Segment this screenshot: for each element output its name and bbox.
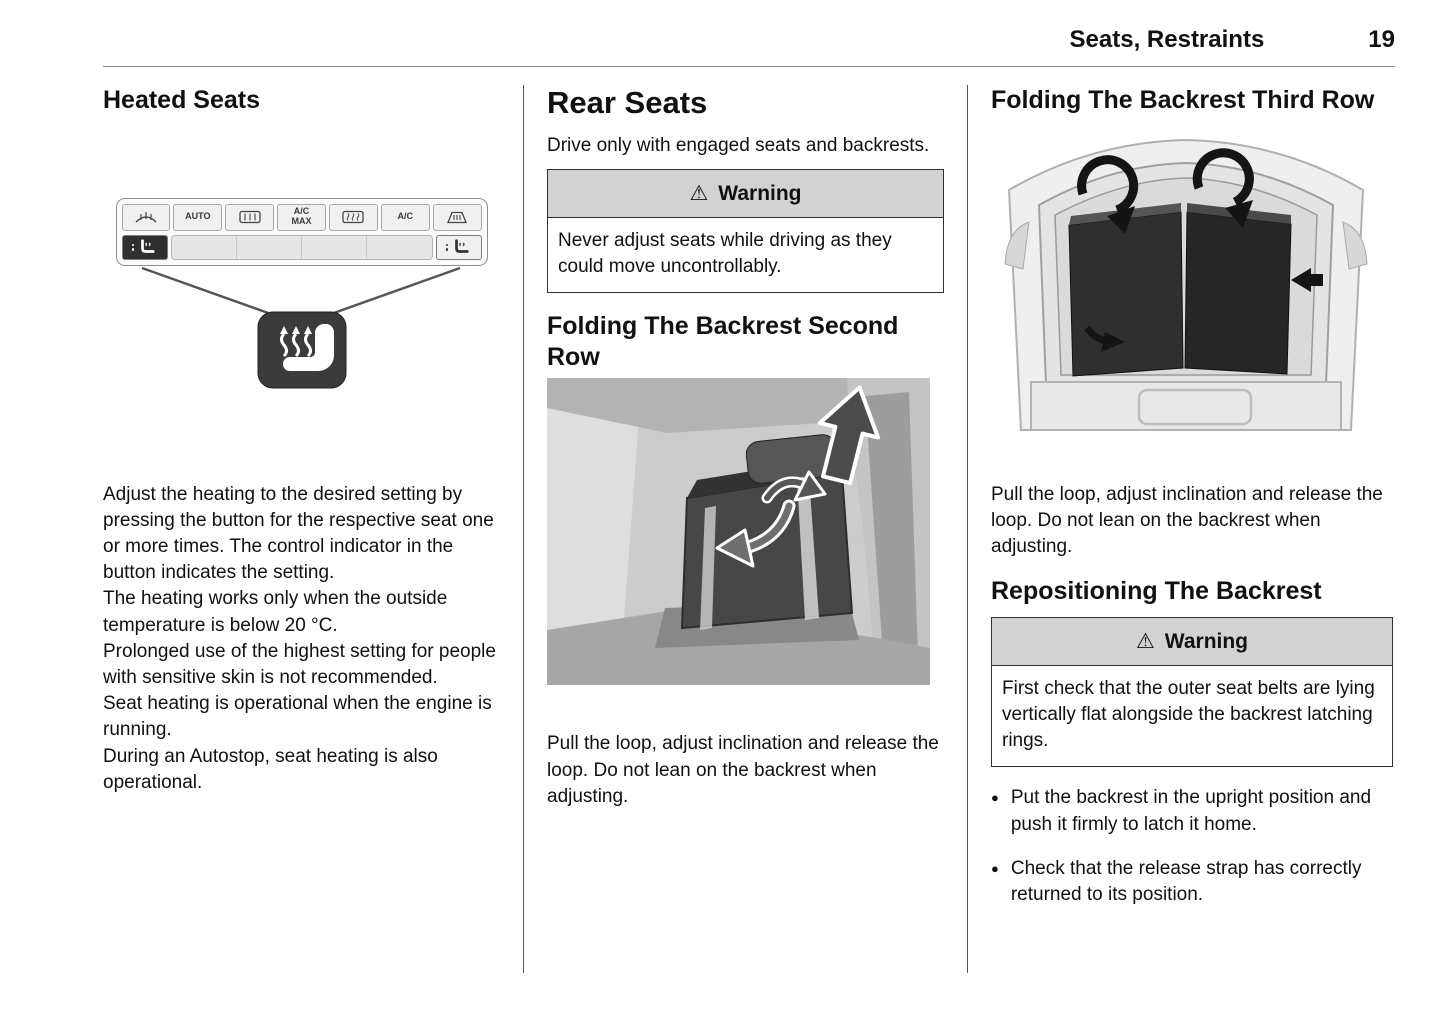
list-item bbox=[991, 856, 1393, 908]
heated-seats-heading: Heated Seats bbox=[103, 86, 261, 114]
heated-seat-callout-icon bbox=[256, 310, 348, 390]
heated-seat-icon bbox=[137, 238, 157, 256]
front-defrost-button-icon bbox=[433, 204, 482, 231]
heated-seats-illustration bbox=[103, 198, 500, 390]
column-third-row bbox=[991, 85, 1393, 973]
auto-button: AUTO bbox=[173, 204, 222, 231]
third-row-illustration bbox=[991, 130, 1381, 440]
column-heated-seats bbox=[103, 85, 500, 973]
second-row-illustration bbox=[547, 378, 930, 685]
bullet-icon: ● bbox=[991, 860, 999, 876]
bullet-text: Put the backrest in the upright position and push it firmly to latch it home. bbox=[1010, 787, 1372, 835]
second-row-caption: Pull the loop, adjust inclination and release the loop. Do not lean on the backrest when adjusting. bbox=[547, 733, 939, 807]
heat-level-indicator bbox=[446, 244, 449, 251]
folding-second-row-heading: Folding The Backrest Second Row bbox=[547, 312, 899, 371]
left-heated-seat-button bbox=[122, 235, 168, 260]
right-heated-seat-button bbox=[436, 235, 482, 260]
warning-icon: ⚠ bbox=[689, 181, 709, 205]
front-airflow-button-icon bbox=[122, 204, 171, 231]
folding-third-row-heading: Folding The Backrest Third Row bbox=[991, 86, 1375, 114]
heat-level-indicator bbox=[132, 244, 135, 251]
bullet-text: Check that the release strap has correctly returned to its position. bbox=[1010, 857, 1362, 905]
column-divider bbox=[967, 85, 968, 973]
warning-title: Warning bbox=[1164, 629, 1249, 653]
warning-box bbox=[547, 169, 944, 293]
column-rear-seats bbox=[547, 85, 944, 973]
paragraph: The heating works only when the outside temperature is below 20 °C. bbox=[103, 588, 448, 636]
third-row-caption: Pull the loop, adjust inclination and release the loop. Do not lean on the backrest when adjusting. bbox=[991, 483, 1383, 557]
heated-windshield-button-icon bbox=[329, 204, 378, 231]
paragraph: Prolonged use of the highest setting for people with sensitive skin is not recommended. bbox=[103, 640, 496, 689]
ac-button: A/C bbox=[381, 204, 430, 231]
rear-seats-heading: Rear Seats bbox=[547, 85, 708, 120]
page-header bbox=[103, 26, 1395, 67]
warning-body: Never adjust seats while driving as they could move uncontrollably. bbox=[548, 218, 943, 292]
climate-control-panel bbox=[116, 198, 488, 266]
warning-box bbox=[991, 617, 1393, 768]
heated-seat-icon bbox=[451, 238, 471, 256]
warning-box-header bbox=[992, 618, 1392, 666]
warning-body: First check that the outer seat belts are lying vertically flat alongside the backrest latching rings. bbox=[992, 666, 1392, 767]
paragraph: Adjust the heating to the desired setting by pressing the button for the respective seat one or more times. The control indicator in the button indicates the setting. bbox=[103, 483, 494, 584]
repositioning-heading: Repositioning The Backrest bbox=[991, 577, 1322, 606]
heated-seats-text bbox=[103, 482, 500, 797]
temperature-slider-trim bbox=[171, 235, 433, 260]
callout-lines bbox=[103, 266, 500, 314]
paragraph: During an Autostop, seat heating is also operational. bbox=[103, 745, 438, 793]
section-title: Seats, Restraints bbox=[1069, 26, 1265, 53]
rear-defrost-button-icon bbox=[225, 204, 274, 231]
page-number: 19 bbox=[1368, 26, 1395, 53]
content-columns bbox=[103, 85, 1395, 973]
ac-max-button: A/C MAX bbox=[277, 204, 326, 231]
warning-icon: ⚠ bbox=[1135, 629, 1155, 653]
bullet-icon: ● bbox=[991, 790, 999, 806]
warning-title: Warning bbox=[718, 181, 802, 205]
climate-panel-bottom-row bbox=[122, 235, 482, 260]
rear-seats-intro: Drive only with engaged seats and backrests. bbox=[547, 134, 930, 156]
climate-panel-top-row bbox=[122, 204, 482, 231]
paragraph: Seat heating is operational when the engine is running. bbox=[103, 693, 492, 741]
list-item bbox=[991, 785, 1393, 837]
column-divider bbox=[523, 85, 524, 973]
warning-box-header bbox=[548, 170, 943, 218]
